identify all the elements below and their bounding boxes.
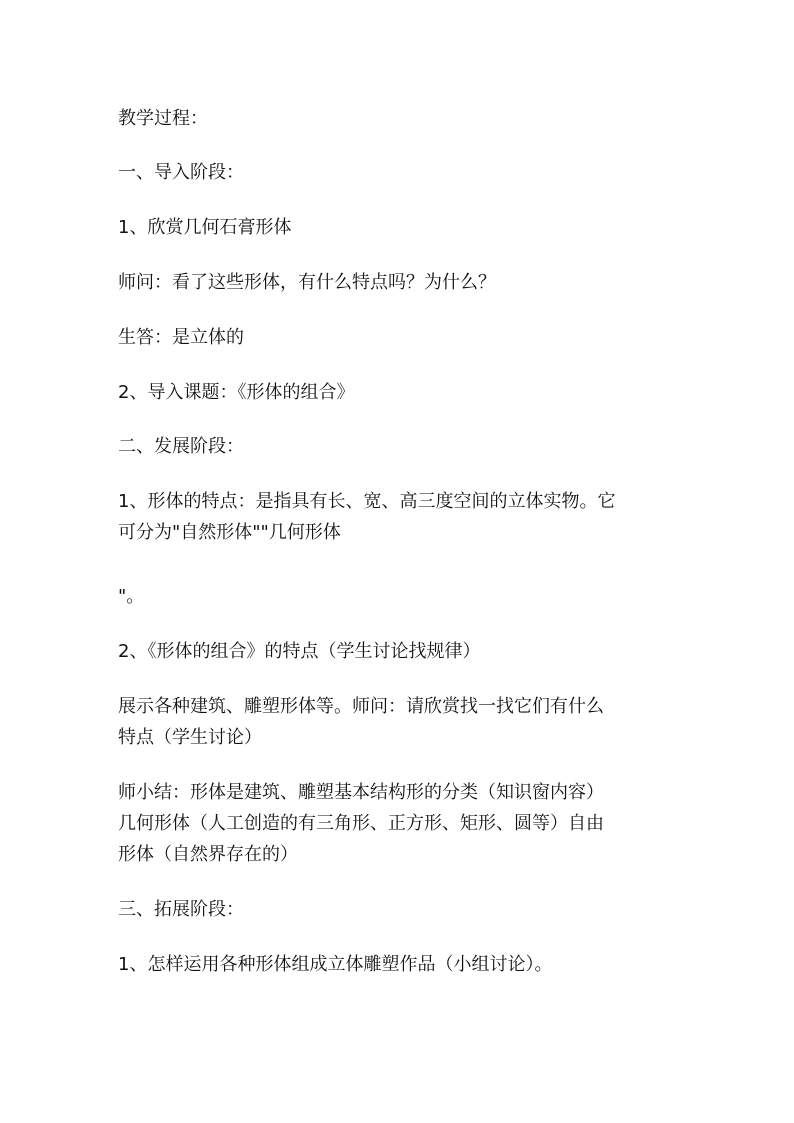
paragraph-line: 几何形体（人工创造的有三角形、正方形、矩形、圆等）自由 — [118, 813, 604, 834]
heading-teaching-process: 教学过程： — [118, 108, 208, 129]
student-answer: 生答：是立体的 — [118, 327, 244, 348]
paragraph-line: 师小结：形体是建筑、雕塑基本结构形的分类（知识窗内容） — [118, 782, 604, 803]
section-heading-intro: 一、导入阶段： — [118, 162, 244, 183]
section-heading-development: 二、发展阶段： — [118, 436, 244, 457]
paragraph-line: 特点（学生讨论） — [118, 727, 262, 748]
paragraph-line: 展示各种建筑、雕塑形体等。师问：请欣赏找一找它们有什么 — [118, 696, 604, 717]
paragraph-line: "。 — [118, 586, 145, 607]
list-item: 2、导入课题：《形体的组合》 — [118, 382, 355, 403]
paragraph-line: 形体（自然界存在的） — [118, 844, 298, 865]
paragraph-line: 1、形体的特点：是指具有长、宽、高三度空间的立体实物。它 — [118, 491, 616, 512]
list-item: 1、欣赏几何石膏形体 — [118, 217, 292, 238]
paragraph-line: 可分为"自然形体""几何形体 — [118, 522, 341, 543]
list-item: 2、《形体的组合》的特点（学生讨论找规律） — [118, 641, 481, 662]
list-item: 1、怎样运用各种形体组成立体雕塑作品（小组讨论）。 — [118, 954, 553, 975]
teacher-question: 师问：看了这些形体，有什么特点吗？为什么？ — [118, 272, 496, 293]
section-heading-extension: 三、拓展阶段： — [118, 899, 244, 920]
